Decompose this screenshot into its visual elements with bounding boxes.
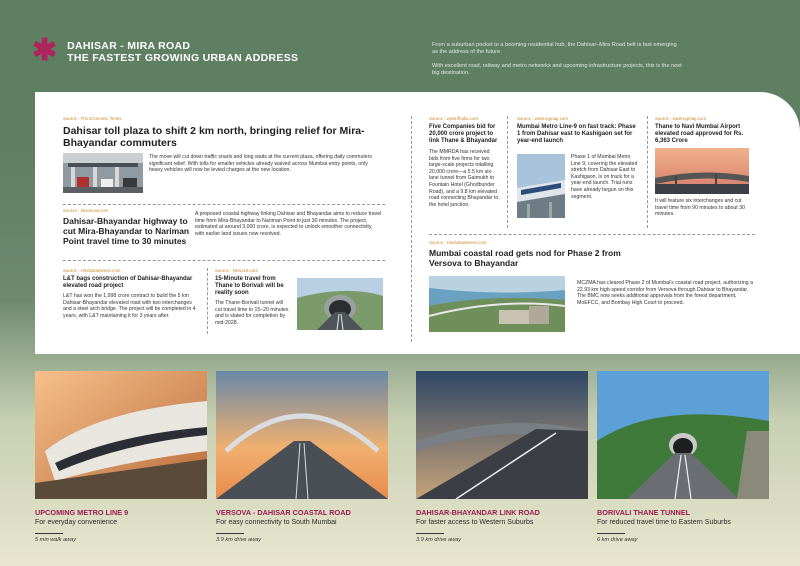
highlight-subtitle: For everyday convenience	[35, 519, 118, 526]
news-card	[35, 92, 800, 354]
airport-road-image	[655, 148, 749, 194]
headline: Thane to Navi Mumbai Airport elevated road approved for Rs. 6,363 Crore	[655, 124, 744, 144]
highlight-subtitle: For faster access to Western Suburbs	[416, 519, 534, 526]
divider	[35, 533, 63, 534]
coastal-road-photo	[216, 371, 388, 499]
divider	[207, 268, 208, 334]
headline: Mumbai coastal road gets nod for Phase 2 from Versova to Bhayandar	[429, 248, 621, 268]
headline: Five Companies bid for 20,000 crore project to link Thane & Bhayandar	[429, 124, 498, 144]
highlight-coastal	[216, 508, 396, 543]
article-five	[429, 116, 499, 208]
coastal-road-image	[429, 276, 565, 332]
page-header	[32, 34, 299, 67]
article-body: The move will cut down traffic snarls and long waits at the current plaza, offering daily commuters significant relief. With tolls for smaller vehicles already waived across Mumbai entry points, only heavy vehicles will now be levied charges at the new location.	[149, 154, 372, 174]
headline: Dahisar-Bhayandar highway to cut Mira-Bhayandar to Nariman Point travel time to 30 minutes	[63, 216, 190, 246]
highlight-tunnel	[597, 508, 777, 543]
article-toll	[63, 116, 383, 149]
source-label: Source : timesnow.com	[63, 208, 109, 213]
article-highway	[63, 208, 191, 246]
source-label: Source : Hindustantimes.com	[429, 240, 487, 245]
source-label: Source : www.lfindia.com	[429, 116, 479, 121]
divider	[597, 533, 625, 534]
article-body: A proposed coastal highway linking Dahisar and Bhayandar aims to reduce travel time from Mira-Bhayandar to Nariman Point to just 30 minutes. The project, estimated at around 3,000 crore, is expected to unlock smoother connectivity, with earlier land issues now resolved.	[195, 211, 382, 237]
intro-text	[432, 42, 682, 84]
source-label: Source : Hindustantimes.com	[63, 268, 121, 273]
asterisk-icon: ✱	[32, 34, 58, 67]
highlight-subtitle: For reduced travel time to Eastern Suburbs	[597, 519, 731, 526]
link-road-photo	[416, 371, 588, 499]
highlight-metro	[35, 508, 215, 543]
metro-image	[517, 154, 565, 218]
highlight-distance: 6 km drive away	[597, 537, 638, 543]
divider	[63, 204, 385, 205]
highlight-subtitle: For easy connectivity to South Mumbai	[216, 519, 337, 526]
highlight-distance: 3.9 km drive away	[216, 537, 262, 543]
divider	[216, 533, 244, 534]
source-label: Source : The Economic Times	[63, 116, 122, 121]
headline: Mumbai Metro Line-9 on fast track: Phase 1 from Dahisar east to Kashigaon set for year-end launch	[517, 124, 636, 144]
highlight-distance: 5 min walk away	[35, 537, 77, 543]
source-label: Source : News18.com	[215, 268, 258, 273]
divider	[63, 260, 385, 261]
page-title-line1: DAHISAR - MIRA ROAD	[67, 40, 191, 52]
article-coastal	[429, 240, 629, 268]
tunnel-photo	[597, 371, 769, 499]
highlight-distance: 3.9 km drive away	[416, 537, 462, 543]
article-lt	[63, 268, 199, 319]
divider	[647, 116, 648, 228]
intro-paragraph-2: With excellent road, railway and metro networks and upcoming infrastructure projects, this is the next big destination.	[432, 63, 682, 76]
divider	[411, 116, 412, 342]
headline: 15-Minute travel from Thane to Borivali will be reality soon	[215, 276, 284, 296]
highlight-title: UPCOMING METRO LINE 9	[35, 508, 129, 517]
article-body: MCZMA has cleared Phase 2 of Mumbai's coastal road project, authorizing a 22.93 km high-speed corridor from Versova through Dahisar to Bhayandar. The BMC now seeks additional approvals from the forest department, MoEFCC, and Bombay High Court to proceed.	[577, 280, 754, 306]
headline: Dahisar toll plaza to shift 2 km north, bringing relief for Mira-Bhayandar commuters	[63, 125, 365, 149]
intro-paragraph-1: From a suburban pocket to a booming residential hub, the Dahisar–Mira Road belt is fast emerging as the address of the future.	[432, 42, 677, 55]
divider	[416, 533, 444, 534]
article-body: The Thane-Borivali tunnel will cut travel time to 15–20 minutes and is slated for completion by mid-2028.	[215, 300, 289, 326]
highlight-title: BORIVALI THANE TUNNEL	[597, 508, 691, 517]
tunnel-image	[297, 278, 383, 330]
divider	[507, 116, 508, 228]
page-title-line2: THE FASTEST GROWING URBAN ADDRESS	[67, 52, 299, 64]
article-metro9	[517, 116, 639, 145]
article-navi	[655, 116, 755, 145]
source-label: Source : www.ngmag.com	[517, 116, 568, 121]
toll-plaza-image	[63, 153, 143, 193]
article-body: L&T has won the 1,998 crore contract to build the 5 km Dahisar-Bhayandar elevated road with two interchanges and a steel arch bridge. The project will be completed in 4 years, with L&T maintaining it for 3 years after.	[63, 293, 196, 319]
article-borivali	[215, 268, 289, 326]
article-body: The MMRDA has received bids from five firms for two large-scale projects totalling 20,000 crore—a 5.5 km six-lane tunnel from Gaimukh to Fountain Hotel (Ghodbunder Road), and a 9.8 km elevated road connecting Bhayandar to the hotel junction.	[429, 149, 499, 208]
metro-line-photo	[35, 371, 207, 499]
highlight-link-road	[416, 508, 596, 543]
article-body: It will feature six interchanges and cut travel time from 90 minutes to about 30 minutes.	[655, 198, 745, 218]
highlight-title: VERSOVA - DAHISAR COASTAL ROAD	[216, 508, 351, 517]
highlight-title: DAHISAR-BHAYANDAR LINK ROAD	[416, 508, 540, 517]
headline: L&T bags construction of Dahisar-Bhayandar elevated road project	[63, 276, 193, 289]
divider	[429, 234, 755, 235]
source-label: Source : www.ngmag.com	[655, 116, 706, 121]
article-body: Phase 1 of Mumbai Metro Line 9, covering the elevated stretch from Dahisar East to Kashigaon, is on track for a year-end launch. Trial runs have already begun on this segment.	[571, 154, 638, 200]
